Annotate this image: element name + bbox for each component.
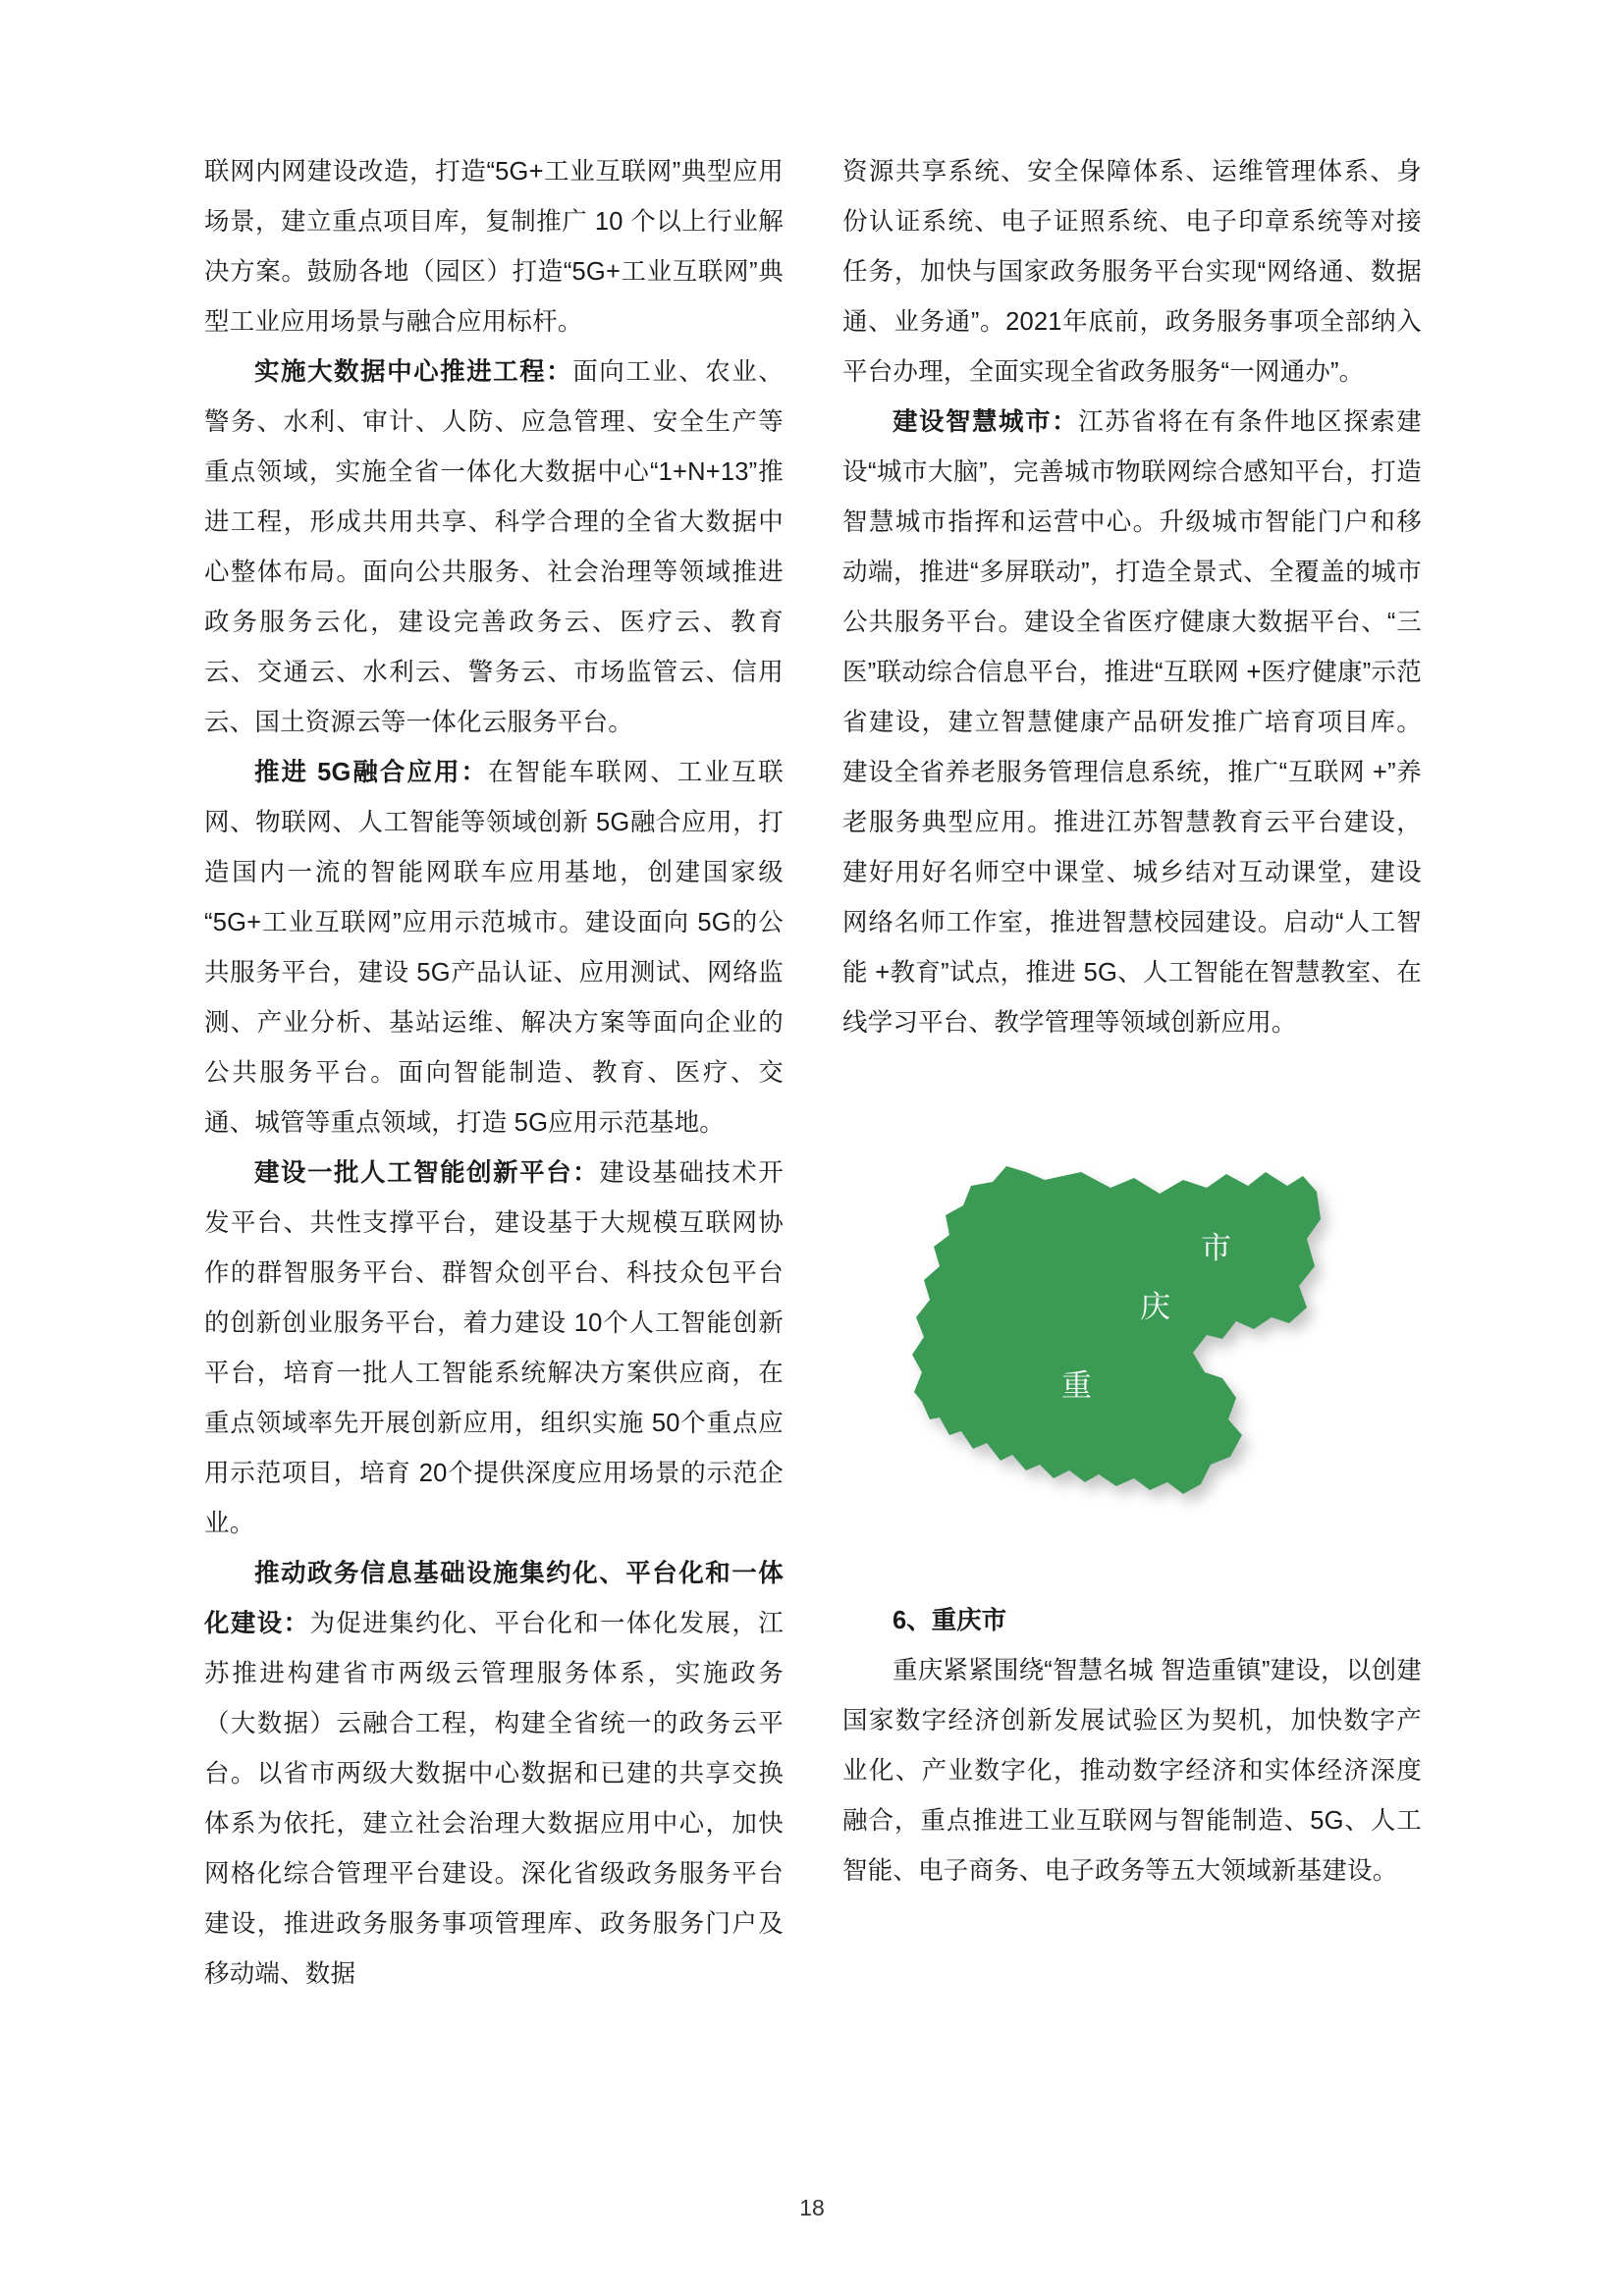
paragraph-lead: 建设智慧城市： [893, 408, 1079, 436]
page-number: 18 [799, 2195, 825, 2220]
paragraph-text: 联网内网建设改造，打造“5G+工业互联网”典型应用场景，建立重点项目库，复制推广 10 个以上行业解决方案。鼓励各地（园区）打造“5G+工业互联网”典型工业应用场景与融合应用标杆。 [204, 158, 784, 336]
map-label-city: 市 [1201, 1231, 1231, 1265]
chongqing-map-figure [842, 1109, 1422, 1571]
paragraph [204, 748, 784, 1148]
paragraph [842, 1646, 1422, 1896]
paragraph-text: 面向工业、农业、警务、水利、审计、人防、应急管理、安全生产等重点领域，实施全省一体化大数据中心“1+N+13”推进工程，形成共用共享、科学合理的全省大数据中心整体布局。面向公共服务、社会治理等领域推进政务服务云化，建设完善政务云、医疗云、教育云、交通云、水利云、警务云、市场监管云、信用云、国土资源云等一体化云服务平台。 [204, 358, 784, 736]
map-label-qing: 庆 [1140, 1290, 1170, 1324]
paragraph [842, 398, 1422, 1048]
paragraph-text: 重庆紧紧围绕“智慧名城 智造重镇”建设，以创建国家数字经济创新发展试验区为契机，加快数字产业化、产业数字化，推动数字经济和实体经济深度融合，重点推进工业互联网与智能制造、5G、人工智能、电子商务、电子政务等五大领域新基建设。 [842, 1657, 1422, 1885]
paragraph-text: 江苏省将在有条件地区探索建设“城市大脑”，完善城市物联网综合感知平台，打造智慧城市指挥和运营中心。升级城市智能门户和移动端，推进“多屏联动”，打造全景式、全覆盖的城市公共服务平台。建设全省医疗健康大数据平台、“三医”联动综合信息平台，推进“互联网 +医疗健康”示范省建设，建立智慧健康产品研发推广培育项目库。建设全省养老服务管理信息系统，推广“互联网 +”养老服务典型应用。推进江苏智慧教育云平台建设，建好用好名师空中课堂、城乡结对互动课堂，建设网络名师工作室，推进智慧校园建设。启动“人工智能 +教育”试点，推进 5G、人工智能在智慧教室、在线学习平台、教学管理等领域创新应用。 [842, 408, 1422, 1037]
section-heading: 6、重庆市 [893, 1607, 1007, 1634]
paragraph-lead: 推进 5G融合应用： [254, 759, 489, 786]
paragraph-lead: 推动政务信息基础设施集约化、平台化和一体化建设： [204, 1560, 784, 1637]
paragraph-text: 建设基础技术开发平台、共性支撑平台，建设基于大规模互联网协作的群智服务平台、群智众创平台、科技众包平台的创新创业服务平台，着力建设 10个人工智能创新平台，培育一批人工智能系统解决方案供应商，在重点领域率先开展创新应用，组织实施 50个重点应用示范项目，培育 20个提供深度应用场景的示范企业。 [204, 1159, 784, 1537]
two-column-body [204, 147, 1422, 2000]
paragraph [204, 347, 784, 748]
paragraph [842, 147, 1422, 398]
paragraph-text: 在智能车联网、工业互联网、物联网、人工智能等领域创新 5G融合应用，打造国内一流的智能网联车应用基地，创建国家级“5G+工业互联网”应用示范城市。建设面向 5G的公共服务平台，建设 5G产品认证、应用测试、网络监测、产业分析、基站运维、解决方案等面向企业的公共服务平台。面向智能制造、教育、医疗、交通、城管等重点领域，打造 5G应用示范基地。 [204, 759, 785, 1137]
paragraph [204, 1148, 784, 1549]
chongqing-map-icon [877, 1129, 1387, 1551]
right-column [842, 147, 1422, 2000]
map-label-chong: 重 [1061, 1368, 1092, 1403]
paragraph-text: 资源共享系统、安全保障体系、运维管理体系、身份认证系统、电子证照系统、电子印章系统等对接任务，加快与国家政务服务平台实现“网络通、数据通、业务通”。2021年底前，政务服务事项全部纳入平台办理，全面实现全省政务服务“一网通办”。 [842, 158, 1422, 386]
paragraph-lead: 建设一批人工智能创新平台： [254, 1159, 600, 1187]
paragraph-text: 为促进集约化、平台化和一体化发展，江苏推进构建省市两级云管理服务体系，实施政务（大数据）云融合工程，构建全省统一的政务云平台。以省市两级大数据中心数据和已建的共享交换体系为依托，建立社会治理大数据应用中心，加快网格化综合管理平台建设。深化省级政务服务平台建设，推进政务服务事项管理库、政务服务门户及移动端、数据 [204, 1610, 784, 1988]
paragraph [204, 1549, 784, 2000]
paragraph-lead: 实施大数据中心推进工程： [254, 358, 573, 386]
paragraph [204, 147, 784, 347]
left-column [204, 147, 784, 2000]
